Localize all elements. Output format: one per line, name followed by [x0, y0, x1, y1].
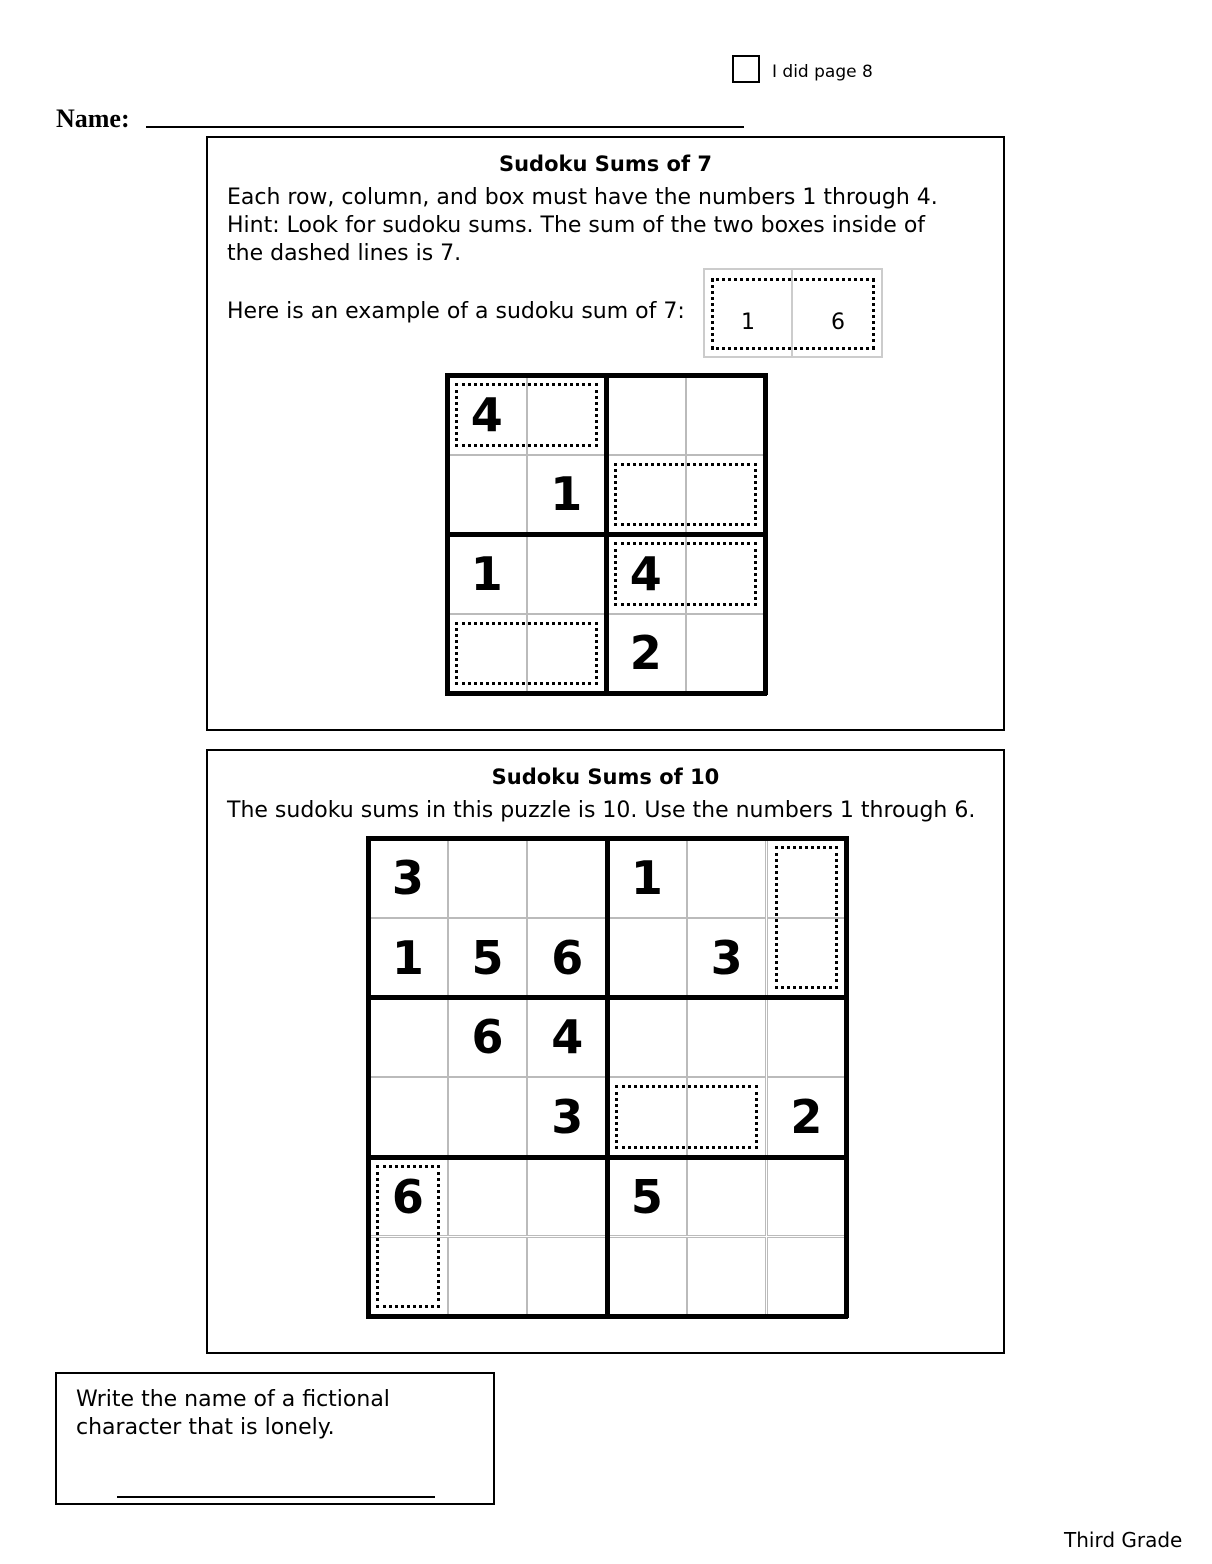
- sudoku-cell[interactable]: [686, 455, 766, 535]
- sudoku-cell[interactable]: [606, 455, 686, 535]
- puzzle1-title: Sudoku Sums of 7: [498, 152, 712, 176]
- sudoku-cell[interactable]: [607, 1077, 687, 1157]
- checkbox-label: I did page 8: [772, 62, 873, 82]
- example-sum-box: [703, 268, 883, 358]
- sudoku-cell[interactable]: 3: [368, 838, 448, 918]
- sudoku-cell[interactable]: [686, 534, 766, 614]
- sudoku-cell[interactable]: [607, 918, 687, 998]
- sudoku-cell[interactable]: [767, 1157, 847, 1237]
- sudoku-cell[interactable]: [686, 375, 766, 455]
- sudoku-cell[interactable]: 6: [448, 997, 528, 1077]
- sudoku-cell[interactable]: [447, 614, 527, 694]
- sudoku-cell[interactable]: [448, 1237, 528, 1317]
- box-border: [844, 836, 849, 1318]
- sudoku-cell[interactable]: [687, 1157, 767, 1237]
- sudoku-cell[interactable]: [448, 838, 528, 918]
- sudoku-cell[interactable]: [607, 1237, 687, 1317]
- grade-footer: Third Grade: [1064, 1528, 1183, 1552]
- name-label: Name:: [56, 104, 130, 133]
- sudoku-cell[interactable]: 4: [447, 375, 527, 455]
- sudoku-cell[interactable]: 1: [527, 455, 607, 535]
- box-border: [604, 373, 609, 695]
- sudoku-cell[interactable]: [447, 455, 527, 535]
- prompt-text: Write the name of a fictional character that is lonely.: [76, 1387, 390, 1440]
- puzzle2-title: Sudoku Sums of 10: [491, 765, 720, 789]
- sudoku-cell[interactable]: [368, 1237, 448, 1317]
- sudoku-cell[interactable]: 2: [606, 614, 686, 694]
- sudoku-cell[interactable]: [687, 838, 767, 918]
- puzzle1-instructions: [227, 184, 967, 268]
- sudoku-cell[interactable]: [527, 375, 607, 455]
- hint-text: Hint: Look for sudoku sums. The sum of the two boxes inside of the dashed lines is 7.: [227, 213, 926, 266]
- sudoku-cell[interactable]: [687, 1077, 767, 1157]
- example-cell: 1: [705, 270, 793, 356]
- sudoku-cell[interactable]: [368, 1077, 448, 1157]
- name-input-line[interactable]: [146, 126, 744, 128]
- sudoku-cell[interactable]: [606, 375, 686, 455]
- sudoku-cell[interactable]: [527, 1237, 607, 1317]
- sudoku-cell[interactable]: [607, 997, 687, 1077]
- prompt-box: [55, 1372, 495, 1505]
- example-cell: 6: [831, 309, 845, 335]
- sudoku-cell[interactable]: [687, 997, 767, 1077]
- sudoku-cell[interactable]: [686, 614, 766, 694]
- example-label: Here is an example of a sudoku sum of 7:: [227, 299, 685, 324]
- sudoku-cell[interactable]: [767, 838, 847, 918]
- sudoku-cell[interactable]: 4: [527, 997, 607, 1077]
- sudoku-cell[interactable]: [527, 1157, 607, 1237]
- sudoku-cell[interactable]: [767, 997, 847, 1077]
- sudoku-cell[interactable]: 6: [368, 1157, 448, 1237]
- completion-checkbox[interactable]: [732, 55, 760, 83]
- sudoku-cell[interactable]: 1: [447, 534, 527, 614]
- sudoku-cell[interactable]: [767, 1237, 847, 1317]
- sudoku-cell[interactable]: [527, 534, 607, 614]
- sudoku-cell[interactable]: [448, 1157, 528, 1237]
- box-border: [445, 373, 450, 695]
- sudoku-cell[interactable]: [368, 997, 448, 1077]
- sudoku-cell[interactable]: [527, 838, 607, 918]
- box-border: [763, 373, 768, 695]
- box-border: [366, 836, 371, 1318]
- sudoku-cell[interactable]: 1: [607, 838, 687, 918]
- sudoku-cell[interactable]: [527, 614, 607, 694]
- box-border: [605, 836, 610, 1318]
- answer-line[interactable]: [117, 1496, 435, 1498]
- sudoku-cell[interactable]: 6: [527, 918, 607, 998]
- sudoku-cell[interactable]: [687, 1237, 767, 1317]
- sudoku-cell[interactable]: 4: [606, 534, 686, 614]
- sudoku-cell[interactable]: 5: [607, 1157, 687, 1237]
- sudoku-cell[interactable]: 1: [368, 918, 448, 998]
- sudoku-cell[interactable]: 3: [527, 1077, 607, 1157]
- sudoku-cell[interactable]: 5: [448, 918, 528, 998]
- instructions-text: Each row, column, and box must have the numbers 1 through 4.: [227, 185, 938, 210]
- puzzle2-instructions: The sudoku sums in this puzzle is 10. Use the numbers 1 through 6.: [227, 798, 976, 823]
- sudoku-cell[interactable]: 2: [767, 1077, 847, 1157]
- sudoku-cell[interactable]: 3: [687, 918, 767, 998]
- sudoku-cell[interactable]: [448, 1077, 528, 1157]
- sudoku-cell[interactable]: [767, 918, 847, 998]
